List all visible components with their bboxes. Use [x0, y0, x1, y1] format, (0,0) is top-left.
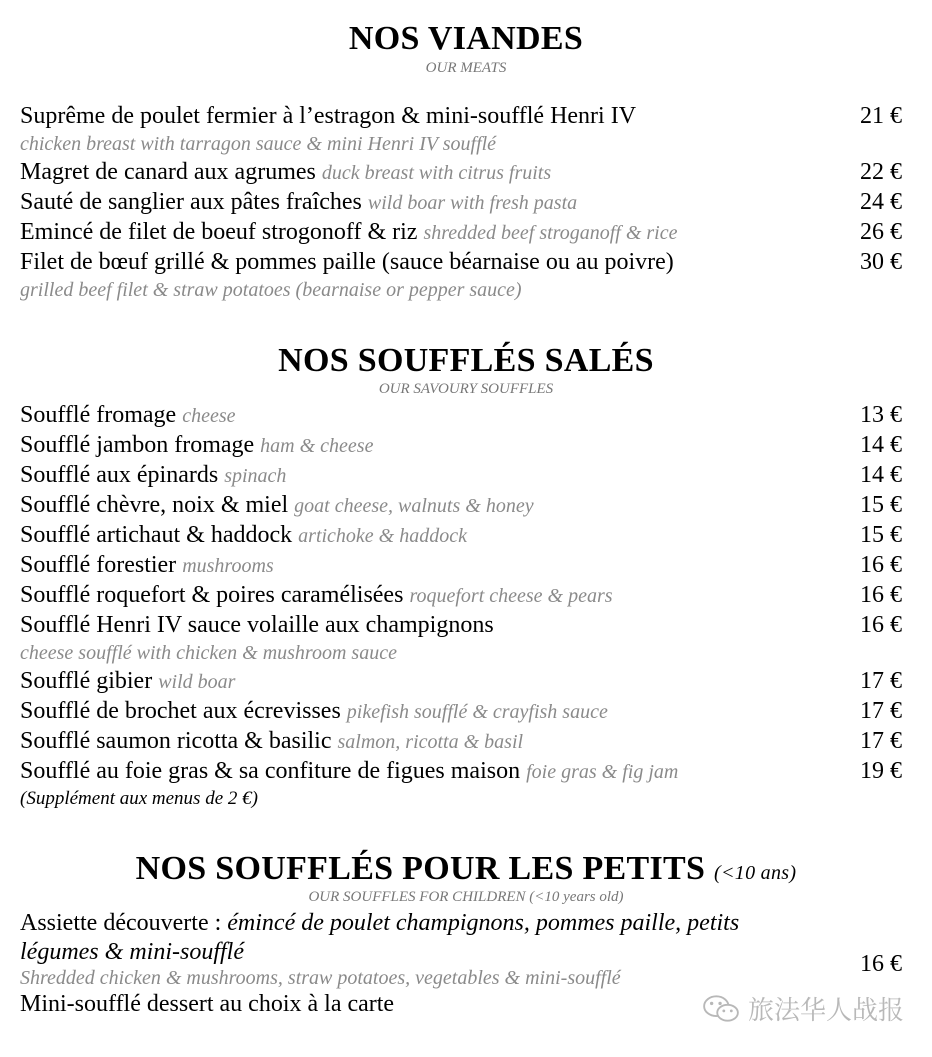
item-en: mushrooms: [182, 555, 274, 577]
watermark-text: 旅法华人战报: [747, 996, 904, 1026]
item-en: shredded beef stroganoff & rice: [423, 222, 678, 244]
item-fr: Soufflé fromage: [20, 402, 177, 428]
section-subtitle-meats: OUR MEATS: [425, 60, 507, 76]
kids-age: (<10 ans): [714, 862, 797, 884]
item-en: cheese soufflé with chicken & mushroom sauce: [20, 642, 397, 664]
item-en: roquefort cheese & pears: [409, 585, 613, 607]
item-en: goat cheese, walnuts & honey: [294, 495, 534, 517]
item-price: 16 €: [860, 582, 902, 608]
menu-item: [20, 728, 523, 755]
item-en: salmon, ricotta & basil: [337, 731, 524, 753]
menu-item: [20, 249, 674, 276]
item-price: 17 €: [860, 728, 902, 754]
item-price: 13 €: [860, 402, 902, 428]
item-en: wild boar with fresh pasta: [367, 192, 578, 214]
item-price: 15 €: [860, 492, 902, 518]
item-fr: Soufflé saumon ricotta & basilic: [20, 728, 332, 754]
section-subtitle-savoury: OUR SAVOURY SOUFFLES: [378, 381, 554, 397]
item-price: 17 €: [860, 668, 902, 694]
item-fr: Emincé de filet de boeuf strogonoff & riz: [20, 219, 418, 245]
item-price: 19 €: [860, 758, 902, 784]
menu-item: [20, 698, 608, 725]
item-en: pikefish soufflé & crayfish sauce: [346, 701, 608, 723]
item-fr: Filet de bœuf grillé & pommes paille (sauce béarnaise ou au poivre): [20, 249, 674, 275]
item-desc: émincé de poulet champignons, pommes paille, petits: [227, 910, 740, 936]
item-fr: Soufflé artichaut & haddock: [20, 522, 293, 548]
item-fr: Magret de canard aux agrumes: [20, 159, 316, 185]
item-fr: Soufflé chèvre, noix & miel: [20, 492, 289, 518]
item-label: Assiette découverte :: [20, 910, 228, 936]
wechat-icon: [702, 994, 740, 1024]
item-en: chicken breast with tarragon sauce & mini Henri IV soufflé: [20, 133, 497, 155]
supplement-note: (Supplément aux menus de 2 €): [20, 788, 258, 809]
menu-item: [20, 159, 551, 186]
item-price: 21 €: [860, 103, 902, 129]
item-en: wild boar: [158, 671, 236, 693]
section-title-kids: [0, 850, 932, 888]
item-price: 22 €: [860, 159, 902, 185]
item-fr: Soufflé Henri IV sauce volaille aux champignons: [20, 612, 494, 638]
item-desc-continued: légumes & mini-soufflé: [20, 939, 244, 965]
item-en: duck breast with citrus fruits: [321, 162, 552, 184]
item-fr: Soufflé roquefort & poires caramélisées: [20, 582, 404, 608]
item-fr: Suprême de poulet fermier à l’estragon & mini-soufflé Henri IV: [20, 103, 637, 129]
menu-item: [20, 103, 636, 130]
item-en: grilled beef filet & straw potatoes (bearnaise or pepper sauce): [20, 279, 522, 301]
section-title-meats: NOS VIANDES: [348, 20, 584, 57]
menu-item: Mini-soufflé dessert au choix à la carte: [20, 991, 395, 1017]
menu-item: [20, 612, 494, 639]
item-price: 24 €: [860, 189, 902, 215]
item-en: Shredded chicken & mushrooms, straw potatoes, vegetables & mini-soufflé: [20, 967, 621, 989]
item-price: 17 €: [860, 698, 902, 724]
item-price: 16 €: [860, 552, 902, 578]
menu-item: [20, 402, 235, 429]
menu-item: [20, 432, 373, 459]
item-en: foie gras & fig jam: [526, 761, 679, 783]
menu-item: [20, 492, 534, 519]
item-en: ham & cheese: [260, 435, 374, 457]
menu-item: [20, 582, 613, 609]
item-en: artichoke & haddock: [298, 525, 467, 547]
item-price: 16 €: [860, 951, 902, 977]
item-price: 14 €: [860, 432, 902, 458]
item-price: 30 €: [860, 249, 902, 275]
item-fr: Soufflé de brochet aux écrevisses: [20, 698, 341, 724]
item-price: 26 €: [860, 219, 902, 245]
menu-item: [20, 668, 235, 695]
item-price: 14 €: [860, 462, 902, 488]
section-subtitle-kids: OUR SOUFFLES FOR CHILDREN (<10 years old): [308, 889, 624, 905]
item-fr: Soufflé jambon fromage: [20, 432, 255, 458]
item-en: spinach: [224, 465, 287, 487]
menu-item: [20, 552, 274, 579]
menu-item: [20, 758, 678, 785]
item-fr: Sauté de sanglier aux pâtes fraîches: [20, 189, 362, 215]
item-price: 16 €: [860, 612, 902, 638]
section-title-savoury: NOS SOUFFLÉS SALÉS: [278, 342, 654, 379]
menu-item: [20, 219, 677, 246]
item-fr: Soufflé gibier: [20, 668, 153, 694]
item-en: cheese: [182, 405, 236, 427]
menu-item: [20, 189, 577, 216]
watermark: [702, 990, 904, 1027]
menu-item: [20, 462, 286, 489]
menu-item: [20, 910, 739, 937]
item-price: 15 €: [860, 522, 902, 548]
item-fr: Soufflé aux épinards: [20, 462, 219, 488]
item-fr: Soufflé forestier: [20, 552, 177, 578]
kids-title-text: NOS SOUFFLÉS POUR LES PETITS: [135, 850, 706, 887]
menu-item: [20, 522, 467, 549]
item-fr: Soufflé au foie gras & sa confiture de figues maison: [20, 758, 521, 784]
